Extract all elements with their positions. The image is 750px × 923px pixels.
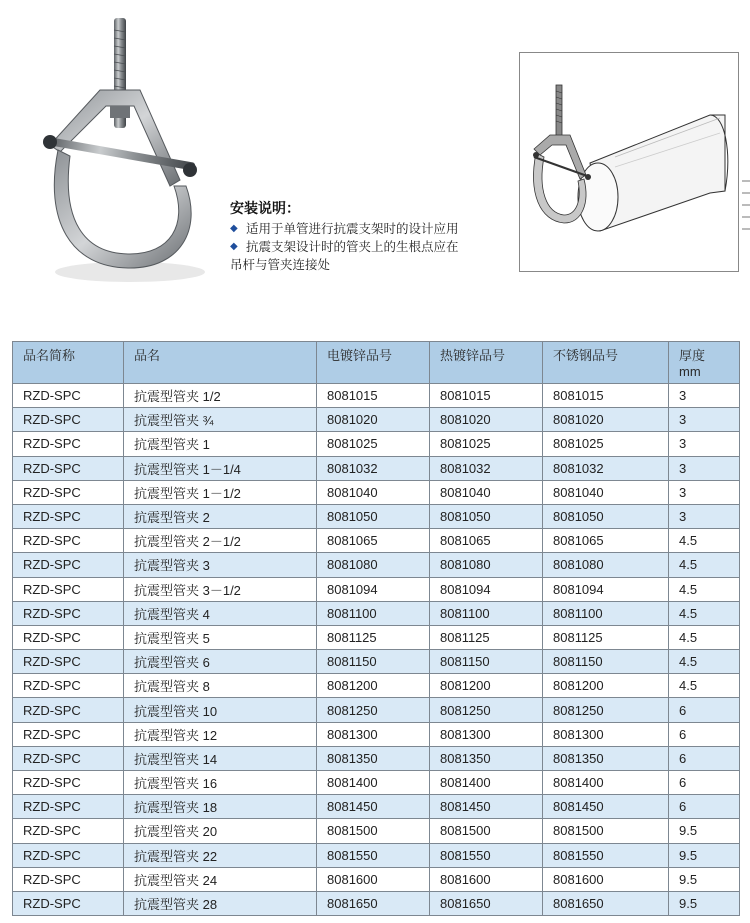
cell-hot-dip-galv: 8081450 — [430, 795, 543, 819]
cell-abbr: RZD-SPC — [13, 504, 124, 528]
table-row — [13, 504, 740, 528]
cell-name: 抗震型管夹 2－1/2 — [124, 529, 317, 553]
cell-abbr: RZD-SPC — [13, 650, 124, 674]
table-row — [13, 722, 740, 746]
cell-thickness: 3 — [669, 432, 740, 456]
diamond-bullet-icon: ◆ — [230, 241, 238, 252]
cell-hot-dip-galv: 8081125 — [430, 625, 543, 649]
cell-thickness: 9.5 — [669, 819, 740, 843]
table-header-row — [13, 342, 740, 384]
cell-stainless: 8081500 — [543, 819, 669, 843]
cell-abbr: RZD-SPC — [13, 529, 124, 553]
cell-name: 抗震型管夹 2 — [124, 504, 317, 528]
cell-name: 抗震型管夹 5 — [124, 625, 317, 649]
cell-thickness: 3 — [669, 456, 740, 480]
cell-name: 抗震型管夹 14 — [124, 746, 317, 770]
table-row — [13, 408, 740, 432]
cell-stainless: 8081250 — [543, 698, 669, 722]
cell-name: 抗震型管夹 4 — [124, 601, 317, 625]
install-bullet-text: 抗震支架设计时的管夹上的生根点应在 — [246, 239, 459, 254]
cell-stainless: 8081032 — [543, 456, 669, 480]
cell-hot-dip-galv: 8081015 — [430, 384, 543, 408]
cell-hot-dip-galv: 8081065 — [430, 529, 543, 553]
cell-hot-dip-galv: 8081150 — [430, 650, 543, 674]
cell-stainless: 8081040 — [543, 480, 669, 504]
cell-thickness: 4.5 — [669, 650, 740, 674]
cell-stainless: 8081100 — [543, 601, 669, 625]
cell-electro-galv: 8081600 — [317, 867, 430, 891]
cell-name: 抗震型管夹 1－1/2 — [124, 480, 317, 504]
col-header-electro-galv: 电镀锌品号 — [317, 342, 430, 384]
cell-stainless: 8081650 — [543, 891, 669, 915]
cell-hot-dip-galv: 8081032 — [430, 456, 543, 480]
cell-stainless: 8081015 — [543, 384, 669, 408]
cell-electro-galv: 8081500 — [317, 819, 430, 843]
col-header-hot-dip-galv: 热镀锌品号 — [430, 342, 543, 384]
cell-electro-galv: 8081200 — [317, 674, 430, 698]
cell-name: 抗震型管夹 ¾ — [124, 408, 317, 432]
cell-name: 抗震型管夹 10 — [124, 698, 317, 722]
cell-thickness: 3 — [669, 384, 740, 408]
cell-abbr: RZD-SPC — [13, 674, 124, 698]
cell-abbr: RZD-SPC — [13, 891, 124, 915]
cell-name: 抗震型管夹 1 — [124, 432, 317, 456]
cell-hot-dip-galv: 8081025 — [430, 432, 543, 456]
pipe-hanger-drawing — [520, 53, 738, 271]
cell-stainless: 8081450 — [543, 795, 669, 819]
table-row — [13, 480, 740, 504]
table-row — [13, 650, 740, 674]
cell-name: 抗震型管夹 1/2 — [124, 384, 317, 408]
cell-thickness: 4.5 — [669, 625, 740, 649]
installation-diagram — [519, 52, 739, 272]
cell-electro-galv: 8081300 — [317, 722, 430, 746]
table-row — [13, 601, 740, 625]
col-header-abbr: 品名简称 — [13, 342, 124, 384]
cell-stainless: 8081065 — [543, 529, 669, 553]
cell-hot-dip-galv: 8081550 — [430, 843, 543, 867]
cell-abbr: RZD-SPC — [13, 480, 124, 504]
cell-electro-galv: 8081125 — [317, 625, 430, 649]
edge-marks — [742, 180, 750, 270]
cell-abbr: RZD-SPC — [13, 722, 124, 746]
cell-abbr: RZD-SPC — [13, 408, 124, 432]
cell-stainless: 8081080 — [543, 553, 669, 577]
cell-hot-dip-galv: 8081250 — [430, 698, 543, 722]
cell-name: 抗震型管夹 20 — [124, 819, 317, 843]
cell-abbr: RZD-SPC — [13, 432, 124, 456]
table-row — [13, 674, 740, 698]
cell-thickness: 4.5 — [669, 553, 740, 577]
install-bullet — [230, 238, 510, 256]
cell-thickness: 9.5 — [669, 867, 740, 891]
cell-abbr: RZD-SPC — [13, 867, 124, 891]
cell-hot-dip-galv: 8081040 — [430, 480, 543, 504]
cell-thickness: 6 — [669, 698, 740, 722]
cell-abbr: RZD-SPC — [13, 384, 124, 408]
table-row — [13, 795, 740, 819]
cell-hot-dip-galv: 8081650 — [430, 891, 543, 915]
cell-electro-galv: 8081080 — [317, 553, 430, 577]
cell-abbr: RZD-SPC — [13, 456, 124, 480]
table-row — [13, 529, 740, 553]
cell-electro-galv: 8081025 — [317, 432, 430, 456]
cell-name: 抗震型管夹 1－1/4 — [124, 456, 317, 480]
cell-thickness: 3 — [669, 480, 740, 504]
table-row — [13, 843, 740, 867]
cell-electro-galv: 8081094 — [317, 577, 430, 601]
cell-abbr: RZD-SPC — [13, 771, 124, 795]
cell-name: 抗震型管夹 3 — [124, 553, 317, 577]
cell-stainless: 8081200 — [543, 674, 669, 698]
cell-abbr: RZD-SPC — [13, 698, 124, 722]
cell-thickness: 3 — [669, 408, 740, 432]
cell-electro-galv: 8081032 — [317, 456, 430, 480]
cell-thickness: 4.5 — [669, 577, 740, 601]
cell-electro-galv: 8081450 — [317, 795, 430, 819]
col-header-stainless: 不锈钢品号 — [543, 342, 669, 384]
install-notes — [230, 200, 510, 274]
table-row — [13, 867, 740, 891]
cell-electro-galv: 8081065 — [317, 529, 430, 553]
cell-name: 抗震型管夹 3－1/2 — [124, 577, 317, 601]
col-header-thickness — [669, 342, 740, 384]
cell-abbr: RZD-SPC — [13, 553, 124, 577]
cell-abbr: RZD-SPC — [13, 843, 124, 867]
table-row — [13, 432, 740, 456]
cell-name: 抗震型管夹 24 — [124, 867, 317, 891]
cell-thickness: 3 — [669, 504, 740, 528]
cell-stainless: 8081020 — [543, 408, 669, 432]
cell-thickness: 4.5 — [669, 674, 740, 698]
cell-abbr: RZD-SPC — [13, 577, 124, 601]
cell-electro-galv: 8081650 — [317, 891, 430, 915]
table-row — [13, 456, 740, 480]
cell-hot-dip-galv: 8081020 — [430, 408, 543, 432]
cell-hot-dip-galv: 8081100 — [430, 601, 543, 625]
cell-hot-dip-galv: 8081094 — [430, 577, 543, 601]
cell-thickness: 6 — [669, 746, 740, 770]
cell-hot-dip-galv: 8081080 — [430, 553, 543, 577]
cell-electro-galv: 8081040 — [317, 480, 430, 504]
table-body — [13, 384, 740, 916]
cell-stainless: 8081600 — [543, 867, 669, 891]
cell-hot-dip-galv: 8081350 — [430, 746, 543, 770]
cell-abbr: RZD-SPC — [13, 795, 124, 819]
cell-thickness: 4.5 — [669, 601, 740, 625]
cell-thickness: 6 — [669, 722, 740, 746]
cell-stainless: 8081150 — [543, 650, 669, 674]
install-bullet — [230, 220, 510, 238]
cell-stainless: 8081025 — [543, 432, 669, 456]
cell-hot-dip-galv: 8081600 — [430, 867, 543, 891]
table-row — [13, 384, 740, 408]
cell-electro-galv: 8081020 — [317, 408, 430, 432]
cell-electro-galv: 8081550 — [317, 843, 430, 867]
diamond-bullet-icon: ◆ — [230, 223, 238, 234]
cell-thickness: 6 — [669, 771, 740, 795]
cell-name: 抗震型管夹 22 — [124, 843, 317, 867]
cell-thickness: 4.5 — [669, 529, 740, 553]
cell-electro-galv: 8081100 — [317, 601, 430, 625]
cell-hot-dip-galv: 8081500 — [430, 819, 543, 843]
table-row — [13, 698, 740, 722]
table-row — [13, 577, 740, 601]
table-row — [13, 625, 740, 649]
install-title: 安装说明： — [230, 201, 300, 217]
cell-abbr: RZD-SPC — [13, 746, 124, 770]
cell-hot-dip-galv: 8081300 — [430, 722, 543, 746]
cell-electro-galv: 8081250 — [317, 698, 430, 722]
table-row — [13, 746, 740, 770]
cell-abbr: RZD-SPC — [13, 625, 124, 649]
table-row — [13, 553, 740, 577]
cell-abbr: RZD-SPC — [13, 601, 124, 625]
install-bullet-text: 适用于单管进行抗震支架时的设计应用 — [246, 221, 459, 236]
cell-stainless: 8081300 — [543, 722, 669, 746]
cell-electro-galv: 8081015 — [317, 384, 430, 408]
cell-thickness: 6 — [669, 795, 740, 819]
cell-hot-dip-galv: 8081400 — [430, 771, 543, 795]
cell-stainless: 8081400 — [543, 771, 669, 795]
cell-name: 抗震型管夹 28 — [124, 891, 317, 915]
install-bullet-continuation: 吊杆与管夹连接处 — [230, 257, 331, 272]
table-row — [13, 891, 740, 915]
cell-name: 抗震型管夹 12 — [124, 722, 317, 746]
col-header-name: 品名 — [124, 342, 317, 384]
cell-stainless: 8081094 — [543, 577, 669, 601]
cell-stainless: 8081550 — [543, 843, 669, 867]
cell-hot-dip-galv: 8081200 — [430, 674, 543, 698]
cell-electro-galv: 8081050 — [317, 504, 430, 528]
cell-electro-galv: 8081150 — [317, 650, 430, 674]
cell-electro-galv: 8081400 — [317, 771, 430, 795]
table-row — [13, 819, 740, 843]
cell-abbr: RZD-SPC — [13, 819, 124, 843]
spec-table — [12, 341, 740, 916]
thickness-unit: mm — [679, 364, 701, 379]
table-row — [13, 771, 740, 795]
cell-thickness: 9.5 — [669, 891, 740, 915]
cell-thickness: 9.5 — [669, 843, 740, 867]
cell-stainless: 8081050 — [543, 504, 669, 528]
cell-electro-galv: 8081350 — [317, 746, 430, 770]
cell-name: 抗震型管夹 8 — [124, 674, 317, 698]
cell-stainless: 8081350 — [543, 746, 669, 770]
cell-name: 抗震型管夹 18 — [124, 795, 317, 819]
cell-stainless: 8081125 — [543, 625, 669, 649]
clevis-hanger-photo — [30, 10, 210, 290]
cell-name: 抗震型管夹 6 — [124, 650, 317, 674]
cell-name: 抗震型管夹 16 — [124, 771, 317, 795]
cell-hot-dip-galv: 8081050 — [430, 504, 543, 528]
thickness-label: 厚度 — [679, 348, 706, 363]
